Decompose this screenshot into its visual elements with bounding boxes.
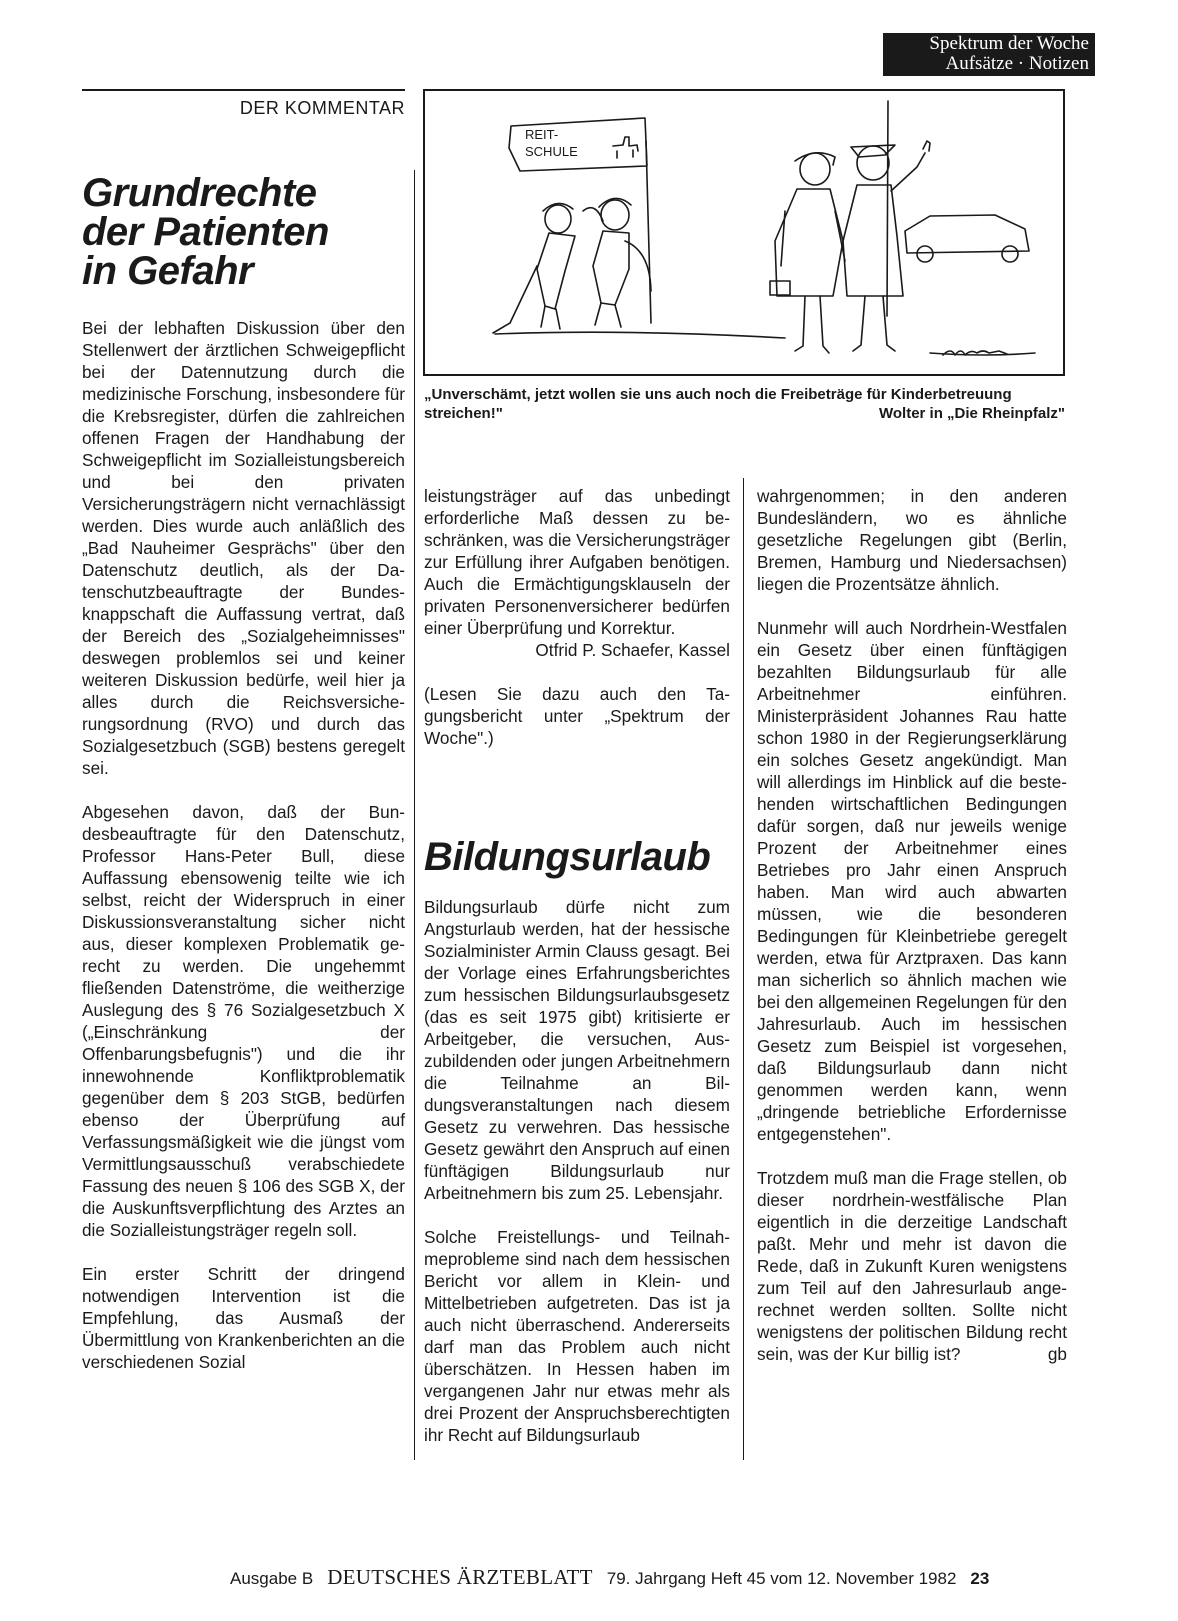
- footer-publication: DEUTSCHES ÄRZTEBLATT: [327, 1565, 593, 1589]
- column-divider: [743, 478, 744, 1460]
- kicker: DER KOMMENTAR: [239, 98, 405, 118]
- footer-edition: Ausgabe B: [230, 1569, 314, 1588]
- body-paragraph: wahrgenommen; in den anderen Bundesländern, wo es ähnliche gesetzliche Regelungen gibt (Berlin, Bremen, Hamburg und Niedersachsen) liegen die Prozentsätze ähnlich.: [757, 486, 1067, 594]
- sign-text-line1: REIT-: [525, 127, 559, 142]
- caption-line: streichen!": [424, 405, 503, 422]
- headline-line: in Gefahr: [82, 249, 254, 293]
- body-text: Trotzdem muß man die Frage stellen, ob dieser nordrhein-westfälische Plan eigentlich in die derzeitige Landschaft paßt. Mehr und mehr ist davon die Rede, daß in Zukunft Kuren wenigstens zum Teil auf den Jahresurlaub angerechnet werden sollten. Sollte nicht wenigstens der politischen Bildung recht sein, was der Kur billig ist?: [757, 1168, 1067, 1364]
- section-tag: [883, 33, 1095, 76]
- body-paragraph: Bei der lebhaften Diskussion über den Stellenwert der ärztlichen Schweigepflicht bei der Datennutzung durch die medizinische Forschung, insbesondere für die Krebsregister, dürfen die zahlreichen offenen Fragen der Handhabung der Schweigepflicht im Sozialleistungsbereich und bei den privaten Versicherungsträgern nicht vernachlässigt werden. Dies wurde auch anläßlich des „Bad Nauheimer Gesprächs" über den Datenschutz deutlich, als der Datenschutzbeauftragte der Bundesknappschaft die Auffassung vertrat, daß der Bereich des „Sozialgeheimnisses" deswegen problemlos sei und keiner weiteren Diskussion bedürfe, weil hier ja alles durch die Reichsversicherungsordnung (RVO) und durch das Sozialgesetzbuch (SGB) bestens geregelt sei.: [82, 318, 405, 778]
- page-footer: [230, 1565, 1070, 1590]
- body-paragraph: Nunmehr will auch Nordrhein-Westfalen ein Gesetz über einen fünftägigen bezahlten Bildungsurlaub für alle Arbeitnehmer einführen. Ministerpräsident Johannes Rau hatte schon 1980 in der Regierungserklärung ein solches Gesetz angekündigt. Man will allerdings im Hinblick auf die bestehenden wirtschaftlichen Bedingungen dafür sorgen, daß nur jeweils wenige Prozent der Arbeitnehmer eines Betriebes pro Jahr einen Anspruch haben. Man wird auch abwarten müssen, wie die besonderen Bedingungen für Kleinbetriebe geregelt werden, etwa für Arztpraxen. Das kann man sicherlich so ähnlich machen wie bei den allgemeinen Regelungen für den Jahresurlaub. Auch im hessischen Gesetz zum Beispiel ist vorgesehen, daß Bildungsurlaub dann nicht genommen werden kann, wenn „dringende betriebliche Erfordernisse entgegenstehen".: [757, 618, 1067, 1144]
- body-paragraph: Solche Freistellungs- und Teilnahmeprobleme sind nach dem hessischen Bericht vor allem in Klein- und Mittelbetrieben aufgetreten. Das ist ja auch nicht überraschend. Andererseits darf man das Problem auch nicht überschätzen. In Hessen haben im vergangenen Jahr nur etwas mehr als drei Prozent der Anspruchsberechtigten ihr Recht auf Bildungsurlaub: [424, 1227, 730, 1445]
- cartoon-illustration: [425, 91, 1063, 374]
- headline-commentary: [82, 171, 422, 293]
- sign-text-line2: SCHULE: [525, 144, 578, 159]
- column-3: [757, 485, 1067, 1365]
- section-tag-line1: Spektrum der Woche: [929, 33, 1089, 54]
- body-paragraph: Abgesehen davon, daß der Bundesbeauftragte für den Datenschutz, Professor Hans-Peter Bull, diese Auffassung ebensowenig teilte wie ich selbst, reicht der Widerspruch in einer Diskussionsveranstaltung sicher nicht aus, dieser komplexen Problematik gerecht zu werden. Die ungehemmt fließenden Datenströme, die weitherzige Auslegung des § 76 Sozialgesetzbuch X („Einschränkung der Offenbarungsbefugnis") und die ihr innewohnende Konfliktproblematik gegenüber dem § 203 StGB, bedürfen ebenso der Überprüfung auf Verfassungsmäßigkeit wie die jüngst vom Vermittlungsausschuß verabschiedete Fassung des neuen § 106 des SGB X, der die Auskunftsverpflichtung des Arztes an die Sozialleistungsträger regeln soll.: [82, 802, 405, 1240]
- cartoon-caption: [424, 385, 1065, 423]
- author-signature: Otfrid P. Schaefer, Kassel: [535, 640, 730, 660]
- body-paragraph: leistungsträger auf das unbedingt erforderliche Maß dessen zu beschränken, was die Versicherungsträger zur Erfüllung ihrer Aufgaben benötigen. Auch die Ermächtigungsklauseln der privaten Personenversicherer bedürfen einer Überprüfung und Korrektur.: [424, 486, 730, 638]
- column-1: [82, 317, 405, 1373]
- kicker-rule: [82, 89, 405, 91]
- headline-line: der Patienten: [82, 210, 329, 254]
- column-2: [424, 485, 730, 749]
- cartoon-credit: Wolter in „Die Rheinpfalz": [878, 405, 1065, 422]
- headline-line: Grundrechte: [82, 171, 317, 215]
- cartoon-frame: [423, 89, 1065, 376]
- page-number: 23: [970, 1569, 990, 1588]
- section-tag-line2: Aufsätze · Notizen: [945, 53, 1089, 74]
- footer-issue: 79. Jahrgang Heft 45 vom 12. November 1982: [606, 1569, 957, 1588]
- caption-line: „Unverschämt, jetzt wollen sie uns auch noch die Freibeträge für Kinderbetreuung: [424, 386, 1012, 403]
- author-initials: gb: [1047, 1344, 1067, 1364]
- column-divider: [414, 170, 415, 1460]
- body-paragraph: Bildungsurlaub dürfe nicht zum Angsturlaub werden, hat der hessische Sozialminister Armin Clauss gesagt. Bei der Vorlage eines Erfahrungsberichtes zum hessischen Bildungsurlaubsgesetz (das es seit 1975 gibt) kritisierte er Arbeitgeber, die versuchen, Auszubildenden oder jungen Arbeitnehmern die Teilnahme an Bildungsveranstaltungen nach diesem Gesetz zu verwehren. Das hessische Gesetz gewährt den Anspruch auf einen fünftägigen Bildungsurlaub nur Arbeitnehmern bis zum 25. Lebensjahr.: [424, 897, 730, 1203]
- headline-bildungsurlaub: Bildungsurlaub: [424, 835, 711, 879]
- body-paragraph: [757, 1167, 1067, 1365]
- column-2-article2: [424, 896, 730, 1446]
- body-paragraph: Ein erster Schritt der dringend notwendigen Intervention ist die Empfehlung, das Ausmaß der Übermittlung von Krankenberichten an die verschiedenen Sozial: [82, 1264, 405, 1372]
- reference-note: (Lesen Sie dazu auch den Tagungsbericht unter „Spektrum der Woche".): [424, 684, 730, 748]
